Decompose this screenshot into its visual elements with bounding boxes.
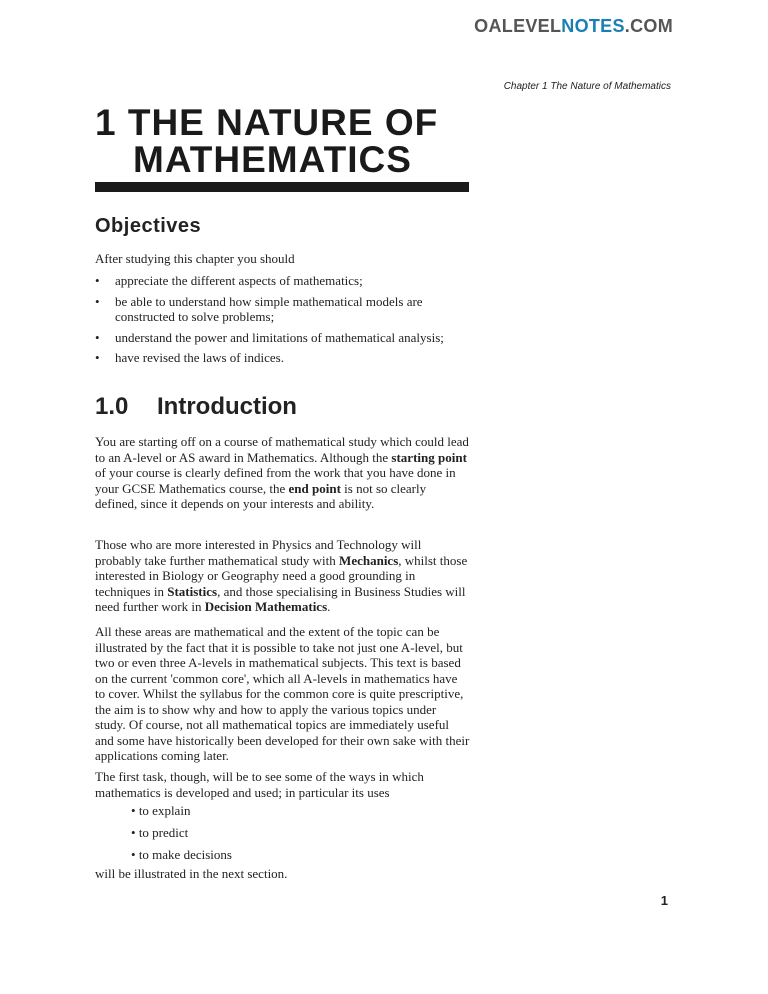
bold-term-mechanics: Mechanics [339, 552, 399, 568]
objectives-list [95, 273, 465, 371]
logo-part-notes: NOTES [561, 16, 625, 36]
paragraph-4: The first task, though, will be to see some of the ways in which mathematics is developed and used; in particular its uses [95, 769, 424, 800]
running-head: Chapter 1 The Nature of Mathematics [503, 81, 671, 92]
section-heading [95, 393, 297, 421]
text-run: You are starting off on a course of mathematical study which could lead to an A-level or AS award in Mathematics. Although the [95, 434, 469, 465]
paragraph-5: will be illustrated in the next section. [95, 866, 288, 881]
objective-item: • have revised the laws of indices. [95, 350, 465, 366]
text-run: of your course is clearly defined from the work that you have done in your GCSE Mathematics course, the [95, 465, 456, 496]
site-logo [474, 16, 673, 37]
text-run: Those who are more interested in Physics and Technology will probably take further mathematical study with [95, 537, 422, 568]
paragraph-1 [95, 434, 470, 512]
chapter-title-line1: 1 THE NATURE OF [95, 102, 439, 143]
objectives-heading: Objectives [95, 215, 202, 237]
title-rule [95, 182, 469, 192]
objective-item: • understand the power and limitations of mathematical analysis; [95, 330, 465, 346]
use-item: • to make decisions [131, 847, 232, 863]
section-title: Introduction [157, 393, 297, 420]
bold-term-end-point: end point [288, 480, 341, 496]
use-item: • to predict [131, 825, 232, 841]
text-run: is not so clearly defined, since it depends on your interests and ability. [95, 480, 427, 511]
use-item: • to explain [131, 803, 232, 819]
logo-part-oalevel: OALEVEL [474, 16, 562, 36]
chapter-title-line2: MATHEMATICS [133, 139, 412, 180]
objectives-intro: After studying this chapter you should [95, 251, 295, 266]
text-run: , and those specialising in Business Studies will need further work in [95, 583, 466, 614]
bold-term-decision-mathematics: Decision Mathematics [204, 599, 328, 614]
uses-list [131, 803, 232, 869]
text-run: , whilst those interested in Biology or Geography need a good grounding in techniques in [95, 552, 468, 599]
text-run: . [327, 599, 331, 614]
chapter-title [95, 104, 475, 178]
bold-term-starting-point: starting point [391, 449, 467, 465]
objective-item: • appreciate the different aspects of mathematics; [95, 273, 465, 289]
paragraph-3: All these areas are mathematical and the extent of the topic can be illustrated by the fact that it is possible to take not just one A-level, but two or even three A-levels in mathematical subjects. This text is based on the current 'common core', which all A-levels in mathematics have to cover. Whilst the syllabus for the common core is quite prescriptive, the aim is to show why and how to apply the various topics under study. Of course, not all mathematical topics are immediately useful and some have historically been developed for their own sake with their applications coming later. [95, 624, 470, 763]
bold-term-statistics: Statistics [167, 583, 218, 599]
page-number: 1 [660, 893, 668, 908]
section-number: 1.0 [95, 393, 129, 420]
objective-item: • be able to understand how simple mathematical models are constructed to solve problems; [95, 294, 465, 325]
paragraph-2 [95, 537, 470, 615]
logo-part-com: .COM [624, 16, 673, 36]
